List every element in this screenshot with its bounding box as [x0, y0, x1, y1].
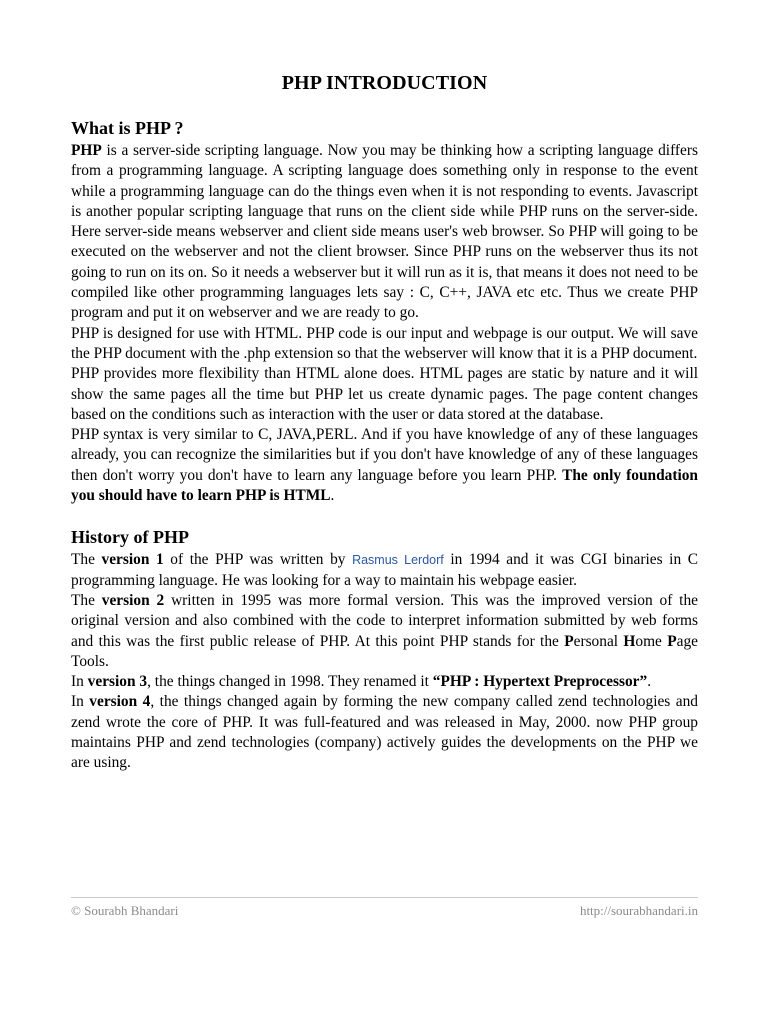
footer-url[interactable]: http://sourabhandari.in: [579, 903, 698, 918]
section-heading-what-is-php: What is PHP ?: [71, 118, 184, 138]
paragraph-php-flexibility: PHP provides more flexibility than HTML alone does. HTML pages are static by nature and it will show the same pages all the time but PHP let us create dynamic pages. The page content changes based on the conditions such as interaction with the user or data stored at the database.: [71, 365, 698, 423]
page-footer: [71, 897, 698, 919]
paragraph-php-definition: PHP is a server-side scripting language. Now you may be thinking how a scripting language differs from a programming language. A scripting language does something only in response to the event while a programming language can do the things even when it is not responding to events. Javascript is another popular scripting language that runs on the client side while PHP runs on the server-side. Here server-side means webserver and client side means user's web browser. So PHP will going to be executed on the webserver and not the client browser. Since PHP runs on the webserver thus its not going to run on its on. So it needs a webserver but it will run as it is, that means it does not need to be compiled like other programming languages lets say : C, C++, JAVA etc etc. Thus we create PHP program and put it on webserver and we are ready to go.: [71, 142, 698, 322]
paragraph-version-4: In version 4, the things changed again by forming the new company called zend technologies and zend wrote the core of PHP. It was full-featured and was released in May, 2000. now PHP group maintains PHP and zend technologies (company) actively guides the developments on the PHP we are using.: [71, 693, 698, 772]
paragraph-version-3: In version 3, the things changed in 1998. They renamed it “PHP : Hypertext Preprocessor”.: [71, 673, 652, 691]
paragraph-version-2: The version 2 written in 1995 was more formal version. This was the improved version of the original version and also combined with the code to interpret information submitted by web forms and this was the first public release of PHP. At this point PHP stands for the Personal Home Page Tools.: [71, 591, 698, 670]
page-title: PHP INTRODUCTION: [281, 72, 488, 94]
spacer: [71, 506, 698, 526]
document-content: [71, 72, 698, 774]
footer-copyright: © Sourabh Bhandari: [71, 903, 179, 918]
rasmus-lerdorf-link[interactable]: Rasmus Lerdorf: [352, 553, 444, 568]
section-heading-history: History of PHP: [71, 527, 189, 548]
paragraph-php-html: PHP is designed for use with HTML. PHP code is our input and webpage is our output. We will save the PHP document with the .php extension so that the webserver will know that it is a PHP document.: [71, 324, 698, 362]
paragraph-version-1: The version 1 of the PHP was written by Rasmus Lerdorf in 1994 and it was CGI binaries in C programming language. He was looking for a way to maintain his webpage easier.: [71, 551, 698, 589]
paragraph-php-syntax: PHP syntax is very similar to C, JAVA,PERL. And if you have knowledge of any of these languages already, you can recognize the similarities but if you don't have knowledge of any of these languages then don't worry you don't have to learn any language before you learn PHP. The only foundation you should have to learn PHP is HTML.: [71, 426, 698, 505]
